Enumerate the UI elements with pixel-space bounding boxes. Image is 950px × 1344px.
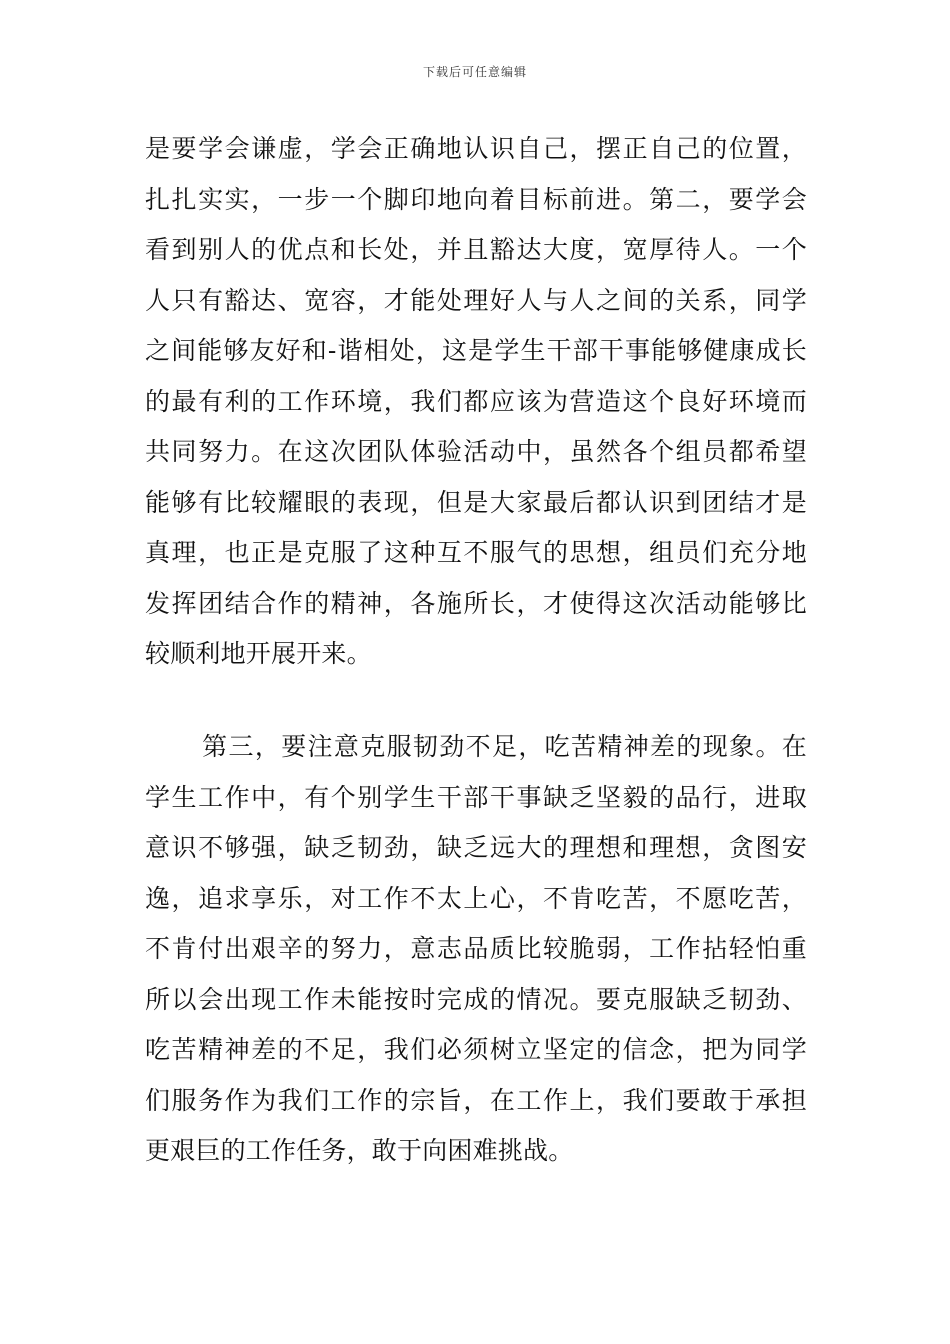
- paragraph-2: [145, 722, 807, 1177]
- paragraph-line: 吃苦精神差的不足，我们必须树立坚定的信念，把为同学: [145, 1035, 807, 1064]
- paragraph-line: 能够有比较耀眼的表现，但是大家最后都认识到团结才是: [145, 487, 807, 517]
- paragraph-1: [145, 124, 807, 680]
- paragraph-line: 之间能够友好和-谐相处，这是学生干部干事能够健康成长: [145, 336, 807, 365]
- paragraph-line: 真理，也正是克服了这种互不服气的思想，组员们充分地: [145, 538, 807, 567]
- paragraph-line: 学生工作中，有个别学生干部干事缺乏坚毅的品行，进取: [145, 782, 807, 812]
- paragraph-line: 意识不够强，缺乏韧劲，缺乏远大的理想和理想，贪图安: [145, 833, 807, 862]
- paragraph-line: 的最有利的工作环境，我们都应该为营造这个良好环境而: [145, 386, 807, 416]
- paragraph-line: 共同努力。在这次团队体验活动中，虽然各个组员都希望: [145, 437, 807, 466]
- paragraph-line: 更艰巨的工作任务，敢于向困难挑战。: [145, 1136, 574, 1165]
- paragraph-line-text: 第三，要注意克服韧劲不足，吃苦精神差的现象。在: [201, 732, 807, 761]
- paragraph-line: 较顺利地开展开来。: [145, 639, 372, 668]
- paragraph-line: 人只有豁达、宽容，才能处理好人与人之间的关系，同学: [145, 285, 807, 315]
- paragraph-line: 看到别人的优点和长处，并且豁达大度，宽厚待人。一个: [145, 235, 807, 264]
- page-header: 下载后可任意编辑: [422, 65, 527, 79]
- paragraph-line: 们服务作为我们工作的宗旨，在工作上，我们要敢于承担: [145, 1085, 807, 1115]
- paragraph-line: 扎扎实实，一步一个脚印地向着目标前进。第二，要学会: [145, 184, 807, 214]
- paragraph-line: 逸，追求享乐，对工作不太上心，不肯吃苦，不愿吃苦，: [145, 883, 807, 913]
- paragraph-line: 不肯付出艰辛的努力，意志品质比较脆弱，工作拈轻怕重: [145, 934, 807, 963]
- paragraph-line-indented: [145, 722, 807, 773]
- paragraph-line: 是要学会谦虚，学会正确地认识自己，摆正自己的位置，: [145, 134, 807, 163]
- paragraph-line: 发挥团结合作的精神，各施所长，才使得这次活动能够比: [145, 588, 807, 618]
- paragraph-line: 所以会出现工作未能按时完成的情况。要克服缺乏韧劲、: [145, 984, 807, 1014]
